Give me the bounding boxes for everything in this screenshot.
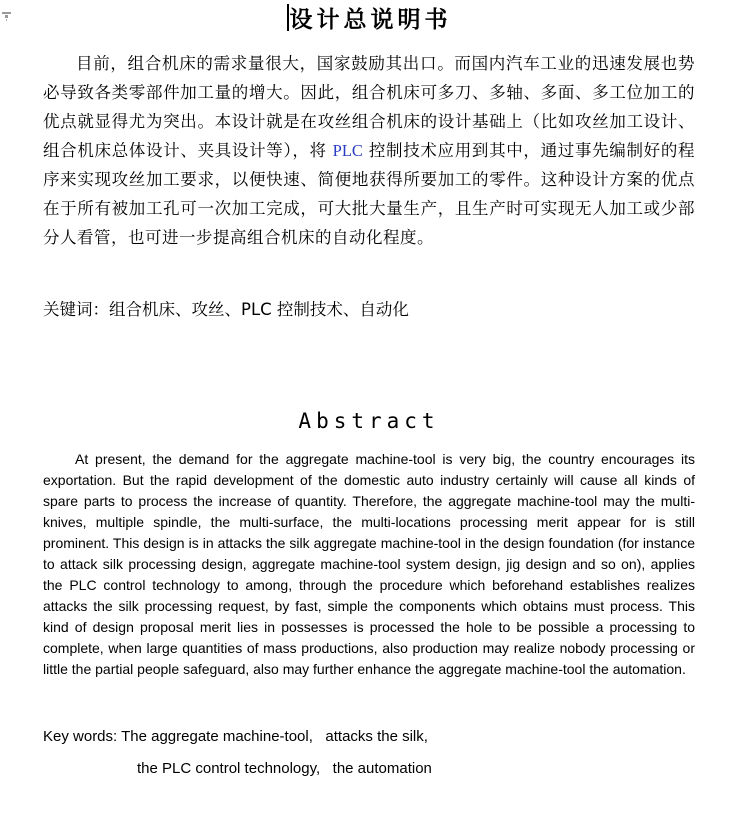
cn-text-after-plc: 控制技术应用到其中，通过事先编制好的程序来实现攻丝加工要求，以便快速、简便地获得所要加工的零件。这种设计方案的优点在于所有被加工孔可一次加工完成，可大批大量生产，且生产时可实现无人加工或少部分人看管，也可进一步提高组合机床的自动化程度。	[43, 141, 695, 247]
english-keywords-line1	[43, 726, 695, 747]
document-handle-icon[interactable]	[2, 12, 12, 21]
keywords-label: Key words:	[43, 728, 118, 745]
handle-stem	[5, 15, 8, 18]
page-title[interactable]	[0, 0, 738, 36]
page-title-text: 设计总说明书	[289, 7, 452, 33]
english-keywords-block[interactable]	[43, 726, 695, 779]
plc-term: PLC	[332, 141, 363, 160]
chinese-abstract-paragraph[interactable]	[43, 49, 695, 252]
abstract-heading[interactable]: Abstract	[298, 409, 440, 433]
handle-dot	[6, 19, 7, 21]
english-abstract-paragraph[interactable]: At present, the demand for the aggregate machine-tool is very big, the country encourages its exportation. But the rapid development of the domestic auto industry certainly will cause all kinds of spare parts to process the increase of quantity. Therefore, the aggregate machine-tool may the multi-knives, multiple spindle, the multi-surface, the multi-locations processing merit appear for is still prominent. This design is in attacks the silk aggregate machine-tool in the design foundation (for instance to attack silk processing design, aggregate machine-tool system design, jig design and so on), applies the PLC control technology to among, through the procedure which beforehand establishes realizes attacks the silk processing request, by fast, simple the components which obtains must process. This kind of design proposal merit lies in possesses is processed the hole to be possible a processing to complete, when large quantities of mass productions, also production may realize nobody processing or little the partial people safeguard, also may further enhance the aggregate machine-tool the automation.	[43, 451, 695, 677]
handle-bar	[2, 12, 11, 14]
cn-text-before-plc: 目前，组合机床的需求量很大，国家鼓励其出口。而国内汽车工业的迅速发展也势必导致各类零部件加工量的增大。因此，组合机床可多刀、多轴、多面、多工位加工的优点就显得尤为突出。本设计就是在攻丝组合机床的设计基础上（比如攻丝加工设计、组合机床总体设计、夹具设计等），将	[43, 54, 695, 160]
keywords-line1-text: The aggregate machine-tool, attacks the silk,	[117, 728, 428, 745]
english-keywords-line2: the PLC control technology, the automation	[137, 760, 432, 777]
text-caret	[287, 4, 289, 31]
chinese-keywords-line[interactable]: 关键词：组合机床、攻丝、PLC 控制技术、自动化	[43, 300, 409, 319]
